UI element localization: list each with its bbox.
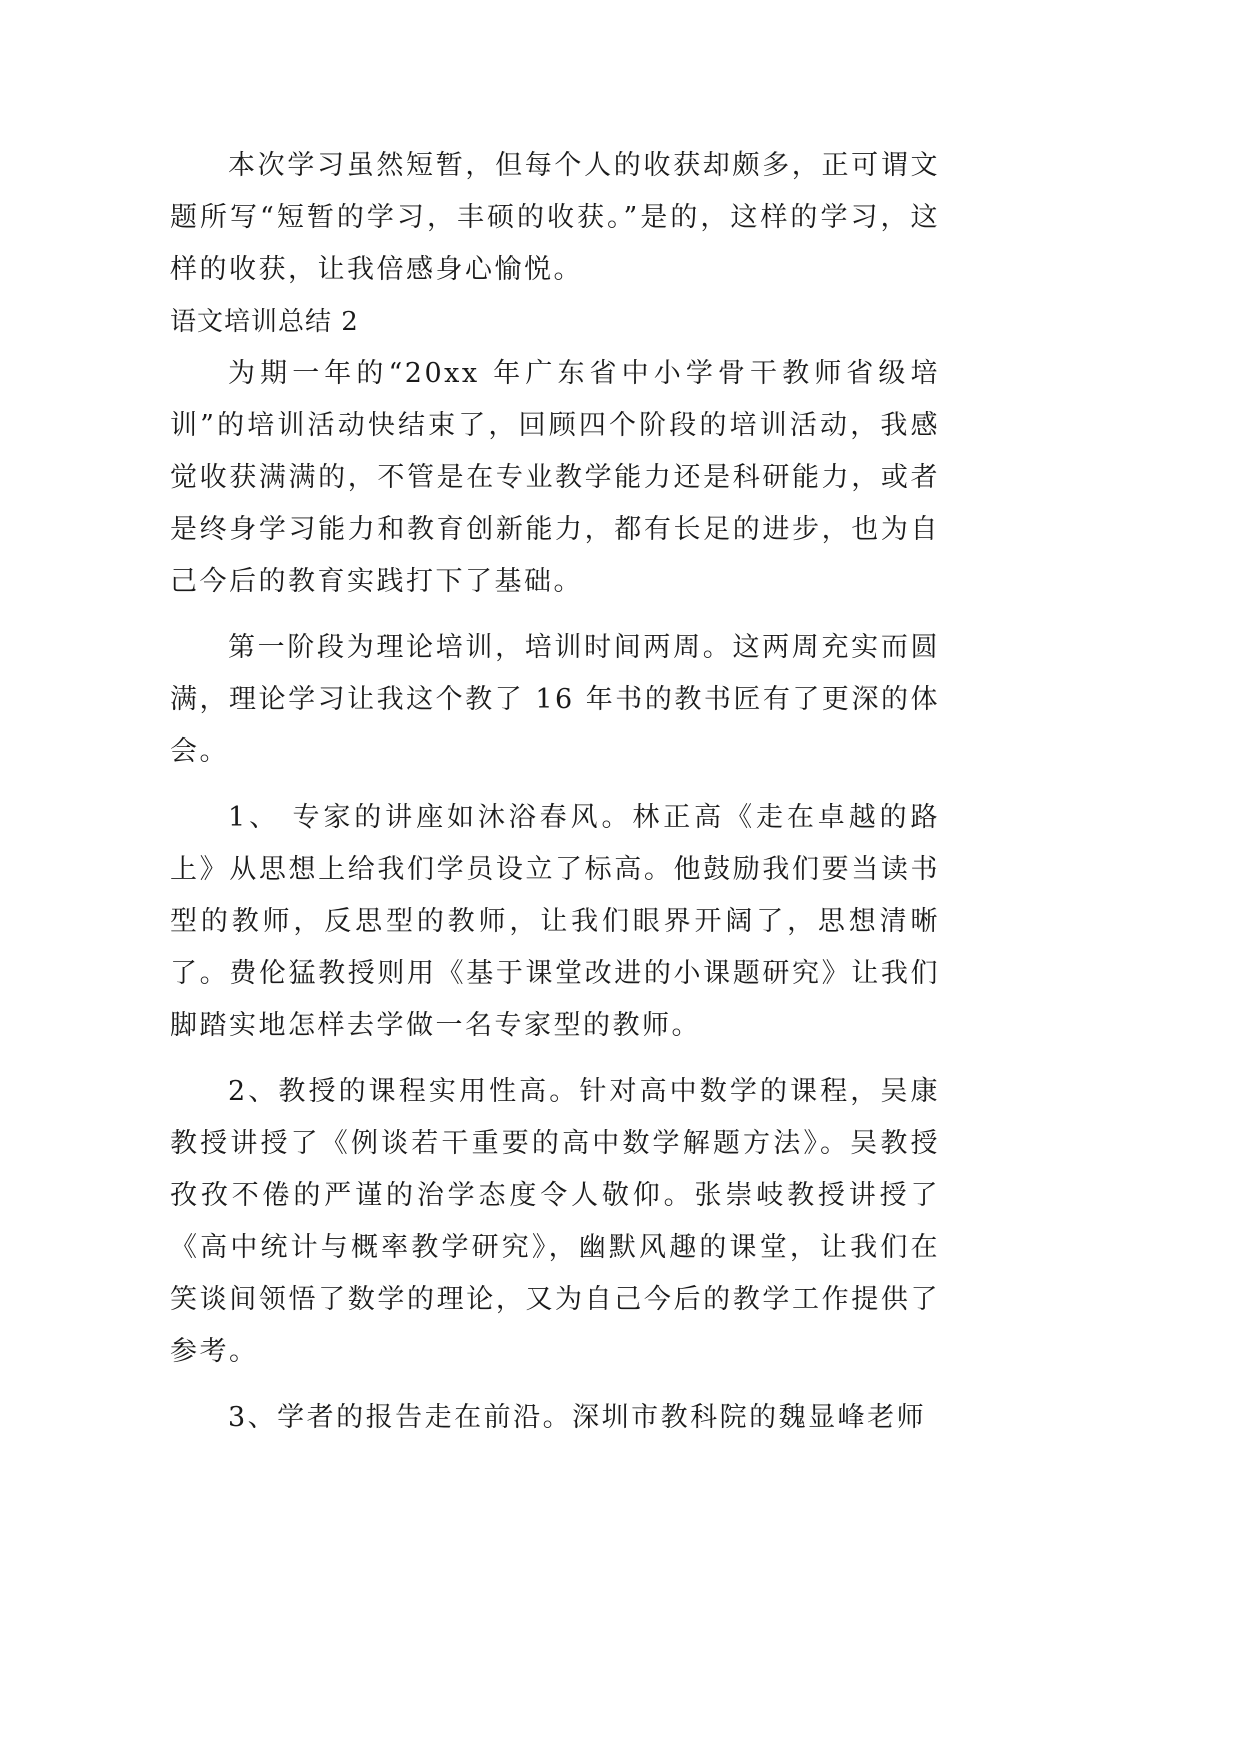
document-body [170, 140, 940, 1444]
paragraph-point-2: 2、教授的课程实用性高。针对高中数学的课程，吴康教授讲授了《例谈若干重要的高中数学解题方法》。吴教授孜孜不倦的严谨的治学态度令人敬仰。张崇岐教授讲授了《高中统计与概率教学研究》，幽默风趣的课堂，让我们在笑谈间领悟了数学的理论，又为自己今后的教学工作提供了参考。 [170, 1076, 940, 1367]
paragraph-point-1: 1、 专家的讲座如沐浴春风。林正高《走在卓越的路上》从思想上给我们学员设立了标高。他鼓励我们要当读书型的教师，反思型的教师，让我们眼界开阔了，思想清晰了。费伦猛教授则用《基于课堂改进的小课题研究》让我们脚踏实地怎样去学做一名专家型的教师。 [170, 802, 940, 1041]
section-heading: 语文培训总结 2 [170, 307, 359, 337]
paragraph-intro: 为期一年的“20xx 年广东省中小学骨干教师省级培训”的培训活动快结束了，回顾四个阶段的培训活动，我感觉收获满满的，不管是在专业教学能力还是科研能力，或者是终身学习能力和教育创新能力，都有长足的进步，也为自己今后的教育实践打下了基础。 [170, 358, 940, 597]
paragraph-conclusion: 本次学习虽然短暂，但每个人的收获却颇多，正可谓文题所写“短暂的学习，丰硕的收获。”是的，这样的学习，这样的收获，让我倍感身心愉悦。 [170, 150, 940, 285]
paragraph-point-3: 3、学者的报告走在前沿。深圳市教科院的魏显峰老师 [228, 1402, 927, 1433]
paragraph-stage-one: 第一阶段为理论培训，培训时间两周。这两周充实而圆满，理论学习让我这个教了 16 年书的教书匠有了更深的体会。 [170, 632, 940, 767]
